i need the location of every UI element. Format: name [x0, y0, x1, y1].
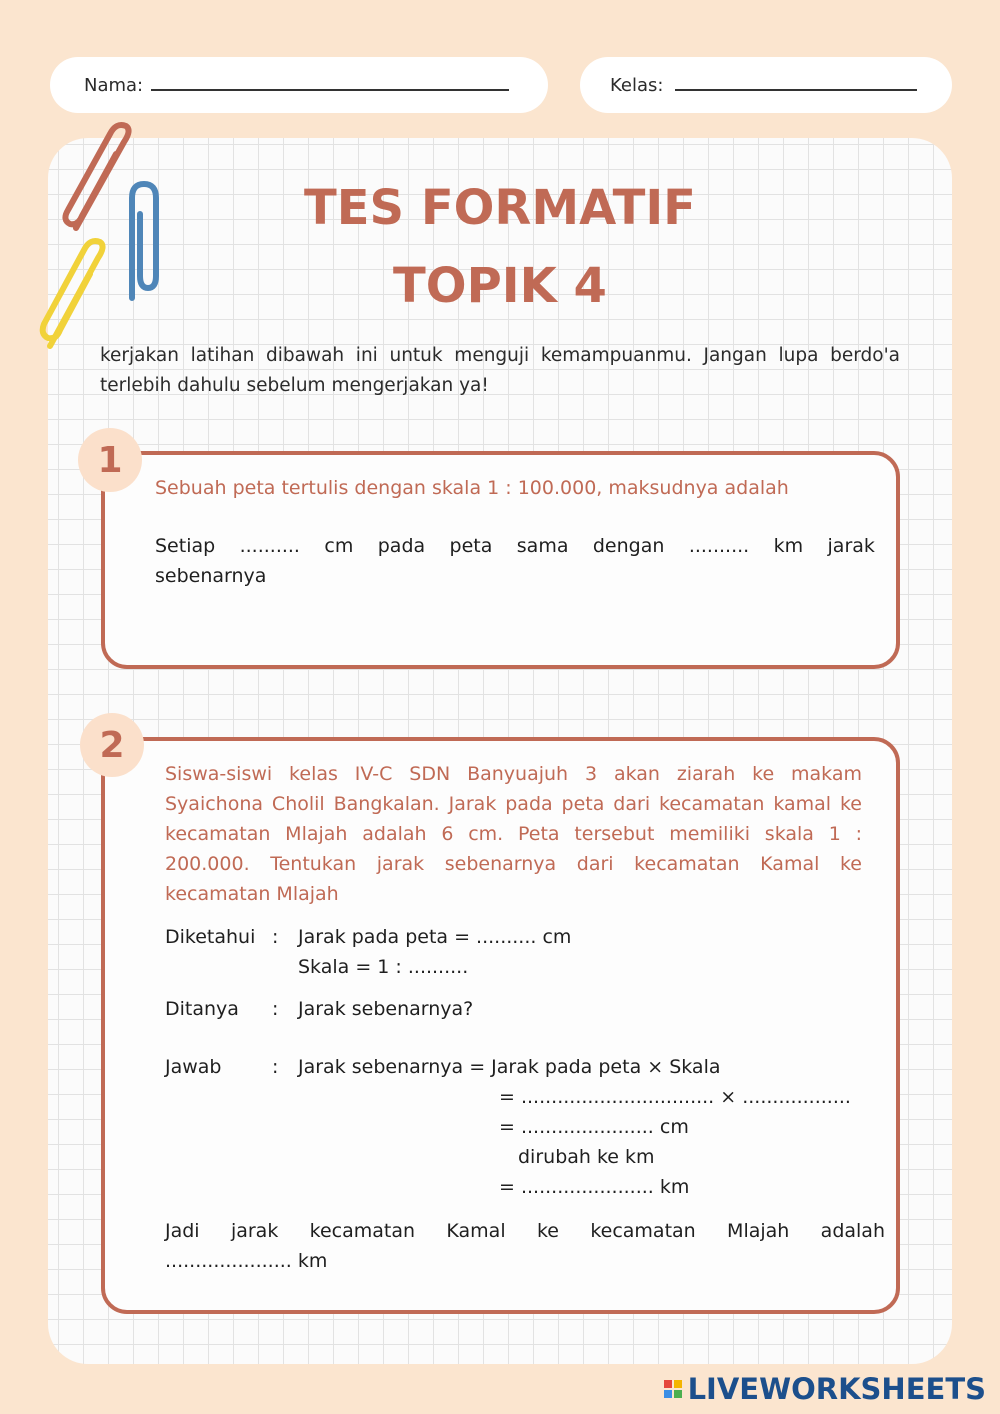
- jawab-step-multiply[interactable]: = ................................ × ..................: [499, 1086, 851, 1108]
- conclusion-text: [165, 1216, 885, 1276]
- question-1-answer-text: [155, 531, 875, 591]
- ditanya-colon: :: [272, 998, 279, 1020]
- conclusion-blank[interactable]: ..................... km: [165, 1250, 328, 1272]
- jawab-step-cm[interactable]: = ...................... cm: [499, 1116, 689, 1138]
- liveworksheets-logo[interactable]: [664, 1372, 986, 1406]
- liveworksheets-icon: [664, 1380, 682, 1398]
- word: cm: [324, 535, 354, 557]
- word: Setiap: [155, 535, 216, 557]
- instructions-text: kerjakan latihan dibawah ini untuk menguji kemampuanmu. Jangan lupa berdo'a terlebih dahulu sebelum mengerjakan ya!: [100, 345, 900, 396]
- word: Kamal: [446, 1220, 506, 1242]
- question-1-prompt: Sebuah peta tertulis dengan skala 1 : 100.000, maksudnya adalah: [155, 477, 789, 499]
- class-label: Kelas:: [610, 74, 664, 96]
- diketahui-jarak-peta[interactable]: Jarak pada peta = .......... cm: [298, 926, 572, 948]
- question-1-answer-line-2: sebenarnya: [155, 565, 267, 587]
- word: kecamatan: [590, 1220, 696, 1242]
- word: pada: [377, 535, 426, 557]
- word: ke: [536, 1220, 559, 1242]
- word: kecamatan: [309, 1220, 416, 1242]
- ditanya-label: Ditanya: [165, 998, 239, 1020]
- class-field[interactable]: [580, 57, 952, 113]
- name-field[interactable]: [50, 57, 548, 113]
- question-2-prompt: Siswa-siswi kelas IV-C SDN Banyuajuh 3 akan ziarah ke makam Syaichona Cholil Bangkalan. Jarak pada peta dari kecamatan kamal ke kecamatan Mlajah adalah 6 cm. Peta tersebut memiliki skala 1 : 200.000. Tentukan jarak sebenarnya dari kecamatan Kamal ke kecamatan Mlajah: [165, 763, 862, 905]
- diketahui-skala[interactable]: Skala = 1 : ..........: [298, 956, 469, 978]
- jawab-step-km[interactable]: = ...................... km: [499, 1176, 690, 1198]
- question-1-number-badge: 1: [78, 428, 142, 492]
- word: dengan: [592, 535, 665, 557]
- blank-cm[interactable]: ..........: [239, 535, 300, 557]
- class-input-line[interactable]: [675, 89, 917, 91]
- word: jarak: [827, 535, 875, 557]
- jawab-label: Jawab: [165, 1056, 222, 1078]
- page-subtitle: TOPIK 4: [393, 258, 607, 314]
- page-title: TES FORMATIF: [304, 180, 696, 236]
- jawab-formula: Jarak sebenarnya = Jarak pada peta × Skala: [298, 1056, 721, 1078]
- jawab-colon: :: [272, 1056, 279, 1078]
- word: Jadi: [165, 1220, 200, 1242]
- liveworksheets-brand: LIVEWORKSHEETS: [687, 1372, 986, 1406]
- word: jarak: [230, 1220, 279, 1242]
- conclusion-line: [165, 1216, 885, 1246]
- diketahui-label: Diketahui: [165, 926, 256, 948]
- question-1-answer-line: [155, 531, 875, 561]
- jawab-step-convert: dirubah ke km: [518, 1146, 655, 1168]
- diketahui-colon: :: [272, 926, 279, 948]
- paperclips-decoration: [36, 118, 176, 358]
- word: adalah: [820, 1220, 885, 1242]
- word: sama: [516, 535, 569, 557]
- word: peta: [449, 535, 493, 557]
- question-2-number-badge: 2: [80, 713, 144, 777]
- name-input-line[interactable]: [151, 89, 509, 91]
- word: km: [773, 535, 804, 557]
- blank-km[interactable]: ..........: [688, 535, 750, 557]
- name-label: Nama:: [84, 74, 144, 96]
- word: Mlajah: [727, 1220, 790, 1242]
- ditanya-value: Jarak sebenarnya?: [298, 998, 474, 1020]
